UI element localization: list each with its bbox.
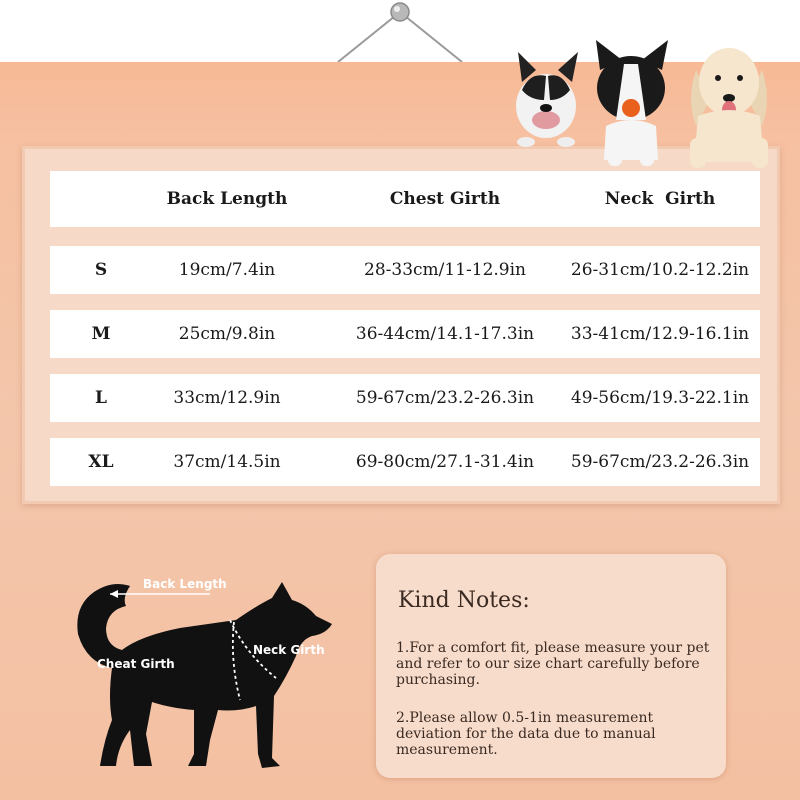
french-bulldog-icon xyxy=(516,52,578,147)
table-row xyxy=(50,438,760,486)
neck-girth-value: 33-41cm/12.9-16.1in xyxy=(570,324,750,344)
back-length-label: Back Length xyxy=(143,577,227,591)
header-neck-girth: Neck Girth xyxy=(604,189,716,209)
note-item: 2.Please allow 0.5-1in measurement deviation for the data due to manual measurement. xyxy=(396,710,656,758)
chest-girth-value: 36-44cm/14.1-17.3in xyxy=(355,324,535,344)
neck-girth-value: 49-56cm/19.3-22.1in xyxy=(570,388,750,408)
header-chest-girth: Chest Girth xyxy=(389,189,501,209)
notes-title: Kind Notes: xyxy=(398,588,530,613)
neck-girth-value: 59-67cm/23.2-26.3in xyxy=(570,452,750,472)
chest-girth-label: Cheat Girth xyxy=(97,657,175,671)
border-collie-icon xyxy=(596,40,668,166)
golden-retriever-icon xyxy=(690,48,768,168)
neck-girth-label: Neck Girth xyxy=(253,643,325,657)
size-label: S xyxy=(94,260,108,280)
back-length-value: 25cm/9.8in xyxy=(178,324,276,344)
table-header-row xyxy=(50,171,760,227)
back-length-value: 37cm/14.5in xyxy=(173,452,281,472)
kind-notes-card xyxy=(376,554,726,778)
chest-girth-value: 28-33cm/11-12.9in xyxy=(364,260,526,280)
table-row xyxy=(50,310,760,358)
dog-silhouette-icon xyxy=(60,570,350,780)
note-item: 1.For a comfort fit, please measure your pet and refer to our size chart carefully before purchasing. xyxy=(396,640,710,688)
peeking-dogs xyxy=(500,30,790,170)
header-back-length: Back Length xyxy=(166,189,288,209)
size-label: M xyxy=(91,324,111,344)
chest-girth-value: 69-80cm/27.1-31.4in xyxy=(355,452,535,472)
neck-girth-value: 26-31cm/10.2-12.2in xyxy=(570,260,750,280)
size-chart-table xyxy=(22,146,780,504)
header-size xyxy=(50,171,152,227)
table-row xyxy=(50,246,760,294)
size-label: L xyxy=(95,388,107,408)
chest-girth-value: 59-67cm/23.2-26.3in xyxy=(355,388,535,408)
back-length-value: 19cm/7.4in xyxy=(178,260,276,280)
size-label: XL xyxy=(88,452,114,472)
table-row xyxy=(50,374,760,422)
back-length-value: 33cm/12.9in xyxy=(173,388,281,408)
